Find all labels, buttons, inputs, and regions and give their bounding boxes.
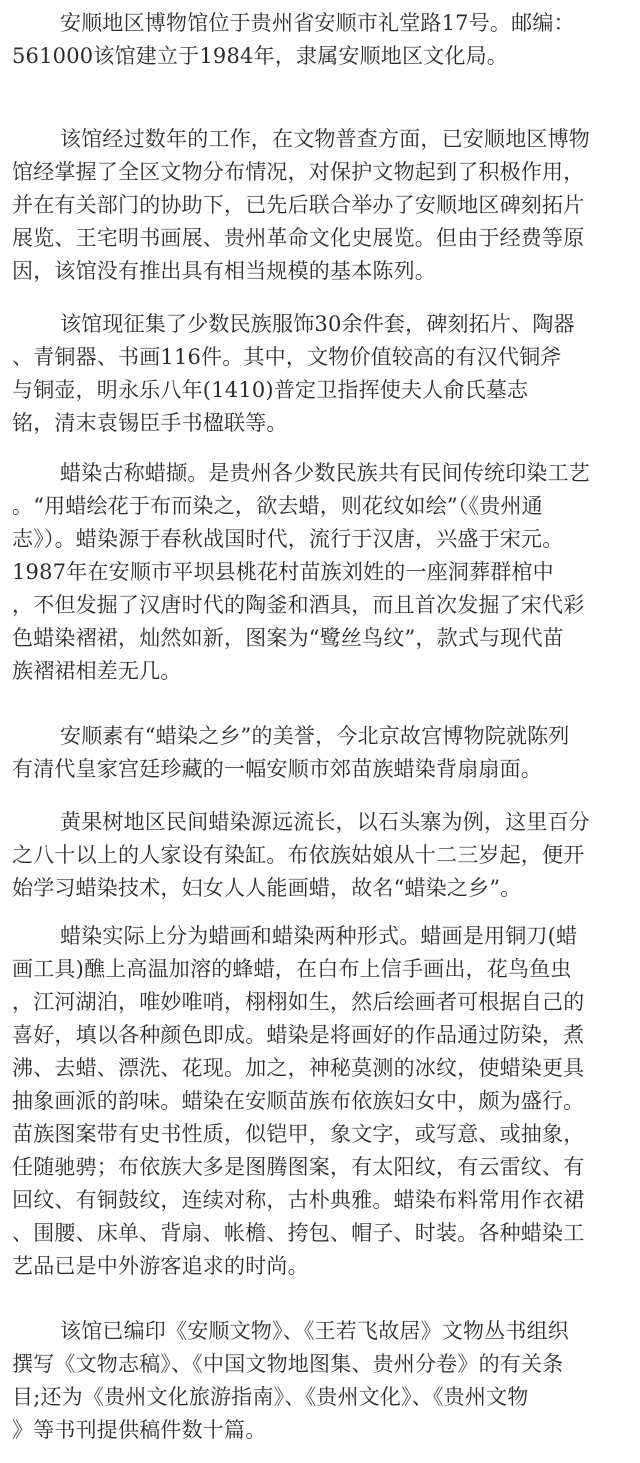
text-line: 、围腰、床单、背扇、帐檐、挎包、帽子、时装。各种蜡染工 xyxy=(12,1221,585,1245)
paragraph-batik-history xyxy=(0,457,640,688)
text-line: 撰写《文物志稿》、《中国文物地图集、贵州分卷》的有关条 xyxy=(12,1352,564,1376)
paragraph-huangguoshu xyxy=(0,806,640,905)
paragraph-batik-forms xyxy=(0,920,640,1283)
text-line: 族褶裙相差无几。 xyxy=(12,659,182,683)
text-line: 安顺素有“蜡染之乡”的美誉，今北京故宫博物院就陈列 xyxy=(60,724,570,748)
text-line: 铭，清末袁锡臣手书楹联等。 xyxy=(12,411,288,435)
text-line: ，不但发掘了汉唐时代的陶釜和酒具，而且首次发掘了宋代彩 xyxy=(12,593,585,617)
text-line: 之八十以上的人家设有染缸。布依族姑娘从十二三岁起，便开 xyxy=(12,843,585,867)
text-line: 画工具)醮上高温加溶的蜂蜡，在白布上信手画出，花鸟鱼虫 xyxy=(12,957,572,981)
text-line: 艺品已是中外游客追求的时尚。 xyxy=(12,1254,309,1278)
text-line: 志》）。蜡染源于春秋战国时代，流行于汉唐，兴盛于宋元。 xyxy=(12,527,564,551)
text-line: 黄果树地区民间蜡染源远流长，以石头寨为例，这里百分 xyxy=(60,810,590,834)
text-line: 沸、去蜡、漂洗、花现。加之，神秘莫测的冰纹，使蜡染更具 xyxy=(12,1056,585,1080)
text-line: 喜好，填以各种颜色即成。蜡染是将画好的作品通过防染，煮 xyxy=(12,1023,585,1047)
paragraph-batik-hometown xyxy=(0,720,640,786)
text-line: 任随驰骋；布依族大多是图腾图案，有太阳纹，有云雷纹、有 xyxy=(12,1155,585,1179)
text-line: 馆经掌握了全区文物分布情况，对保护文物起到了积极作用， xyxy=(12,160,585,184)
text-line: 并在有关部门的协助下，已先后联合举办了安顺地区碑刻拓片 xyxy=(12,193,585,217)
text-line: 该馆经过数年的工作，在文物普查方面，已安顺地区博物 xyxy=(60,127,590,151)
text-line: 。“用蜡绘花于布而染之，欲去蜡，则花纹如绘”（《贵州通 xyxy=(12,494,543,518)
text-line: 色蜡染褶裙，灿然如新，图案为“鹭丝鸟纹”，款式与现代苗 xyxy=(12,626,564,650)
text-line: 苗族图案带有史书性质，似铠甲，象文字，或写意、或抽象， xyxy=(12,1122,585,1146)
text-line: 561000该馆建立于1984年，隶属安顺地区文化局。 xyxy=(12,44,509,68)
text-line: 抽象画派的韵味。蜡染在安顺苗族布依族妇女中，颇为盛行。 xyxy=(12,1089,585,1113)
text-line: 回纹、有铜鼓纹，连续对称，古朴典雅。蜡染布料常用作衣裙 xyxy=(12,1188,585,1212)
paragraph-address xyxy=(0,7,640,73)
text-line: 始学习蜡染技术，妇女人人能画蜡，故名“蜡染之乡”。 xyxy=(12,876,522,900)
text-line: ，江河湖泊，唯妙唯哨，栩栩如生，然后绘画者可根据自己的 xyxy=(12,990,585,1014)
text-line: 》等书刊提供稿件数十篇。 xyxy=(12,1418,267,1442)
text-line: 1987年在安顺市平坝县桃花村苗族刘姓的一座洞葬群棺中 xyxy=(12,560,554,584)
text-line: 该馆已编印《安顺文物》、《王若飞故居》文物丛书组织 xyxy=(60,1319,569,1343)
text-line: 蜡染实际上分为蜡画和蜡染两种形式。蜡画是用铜刀(蜡 xyxy=(60,924,578,948)
text-line: 目;还为《贵州文化旅游指南》、《贵州文化》、《贵州文物 xyxy=(12,1385,529,1409)
paragraph-work xyxy=(0,123,640,288)
text-line: 安顺地区博物馆位于贵州省安顺市礼堂路17号。邮编： xyxy=(60,11,575,35)
text-line: 蜡染古称蜡撷。是贵州各少数民族共有民间传统印染工艺 xyxy=(60,461,590,485)
paragraph-collection xyxy=(0,308,640,440)
paragraph-publications xyxy=(0,1315,640,1447)
text-line: 有清代皇家宫廷珍藏的一幅安顺市郊苗族蜡染背扇扇面。 xyxy=(12,757,542,781)
text-line: 、青铜器、书画116件。其中，文物价值较高的有汉代铜斧 xyxy=(12,345,562,369)
text-line: 该馆现征集了少数民族服饰30余件套，碑刻拓片、陶器 xyxy=(60,312,575,336)
text-line: 因，该馆没有推出具有相当规模的基本陈列。 xyxy=(12,259,436,283)
text-line: 展览、王宅明书画展、贵州革命文化史展览。但由于经费等原 xyxy=(12,226,585,250)
text-line: 与铜壶，明永乐八年(1410)普定卫指挥使夫人俞氏墓志 xyxy=(12,378,529,402)
